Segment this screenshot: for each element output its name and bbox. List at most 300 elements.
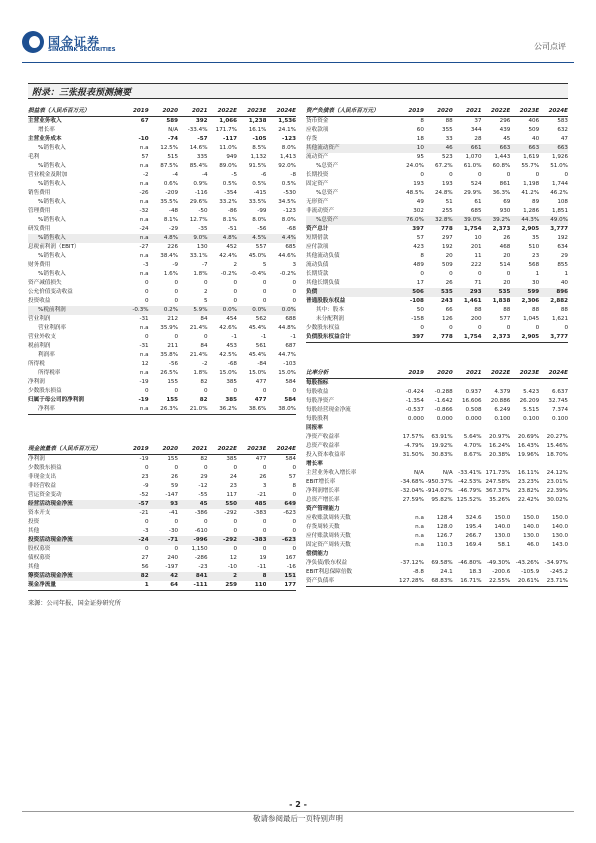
cell-value: 8.0% (252, 217, 267, 223)
cell-value: 535 (424, 288, 453, 297)
cell-value: -123 (282, 136, 296, 142)
cell-value: 88 (445, 118, 453, 124)
cell-value: 584 (285, 456, 296, 462)
cell-value: 26.209 (519, 398, 540, 404)
year-header: 2023E (510, 107, 539, 117)
table-row (306, 469, 568, 478)
cell-value: -415 (253, 190, 267, 196)
cell-value: 468 (499, 244, 511, 250)
row-label: 主营业务收入 (28, 118, 62, 124)
table-row (28, 369, 296, 378)
cell-value: -43.26% (515, 560, 540, 566)
cell-value: 27 (141, 555, 149, 561)
cell-value: -3 (143, 528, 149, 534)
table-row (306, 496, 568, 505)
cell-value (510, 460, 539, 469)
table-row (306, 505, 568, 514)
table-row (306, 559, 568, 568)
cell-value: -0.4% (250, 271, 267, 277)
cell-value: 0.508 (465, 407, 482, 413)
table-row (306, 198, 568, 207)
row-label: 净利率 (28, 405, 119, 415)
row-label: 现金净流量 (28, 581, 119, 591)
cell-value: 452 (226, 244, 237, 250)
row-label: 资产总计 (306, 226, 329, 232)
cell-value: -9 (172, 262, 179, 268)
cell-value: 397 (412, 226, 424, 232)
cell-value: 599 (510, 288, 539, 297)
cell-value: -19 (139, 456, 149, 462)
cell-value: 130.0 (523, 533, 540, 539)
cell-value: 649 (266, 500, 296, 509)
cell-value: 509 (442, 262, 453, 268)
cell-value: 44.3% (510, 216, 539, 225)
cell-value: 47 (560, 136, 568, 142)
cell-value: 392 (195, 118, 208, 124)
cell-value: 243 (441, 298, 453, 304)
balance-sheet-table (306, 107, 568, 343)
cell-value (453, 505, 482, 514)
cell-value: 509 (528, 127, 540, 133)
cell-value: -383 (237, 536, 266, 545)
cell-value: 2,306 (521, 298, 540, 304)
cell-value: 385 (226, 379, 237, 385)
cell-value: 212 (167, 316, 179, 322)
cell-value: 661 (453, 144, 482, 153)
cell-value: 583 (557, 118, 568, 124)
cell-value: 26.5% (160, 370, 179, 376)
cell-value: 0.5% (222, 181, 237, 187)
cell-value: 24.8% (434, 190, 453, 196)
cell-value: -48 (168, 208, 179, 214)
year-header: 2024E (266, 445, 296, 455)
table-row (28, 171, 296, 180)
cell-value: 38.0% (266, 405, 296, 415)
cell-value: -914.07% (425, 488, 453, 494)
cell-value: n.a (415, 524, 424, 530)
cell-value: 0.937 (465, 389, 482, 395)
row-label: 营业利润 (28, 316, 51, 322)
cell-value: 0 (420, 172, 424, 178)
cell-value: 0 (564, 172, 568, 178)
cell-value: 11.0% (219, 145, 237, 151)
cell-value: 2 (233, 262, 237, 268)
row-label: 无形资产 (306, 199, 329, 205)
cell-value: 1,150 (191, 546, 208, 552)
cell-value: 193 (442, 181, 453, 187)
row-label: 其他流动负债 (306, 253, 340, 259)
row-label: 固定资产 (306, 181, 329, 187)
cell-value: 143.0 (551, 542, 568, 548)
table-row (306, 415, 568, 424)
page-number: - 2 - (289, 800, 307, 809)
cell-value: 0.0% (266, 306, 296, 315)
cell-value (510, 505, 539, 514)
table-row (28, 279, 296, 288)
cell-value: 12 (141, 361, 149, 367)
year-header: 2021 (453, 369, 482, 379)
cell-value: 19.92% (431, 443, 453, 449)
cell-value: -610 (194, 528, 208, 534)
cell-value: 20.97% (489, 434, 511, 440)
year-header: 2019 (395, 107, 424, 117)
cell-value: 57 (141, 154, 149, 160)
cell-value: 0 (233, 528, 237, 534)
cell-value: 33.2% (219, 199, 237, 205)
cell-value (395, 460, 424, 469)
cell-value: 8 (237, 572, 266, 581)
cell-value: 20 (445, 253, 453, 259)
cell-value: 1,621 (551, 316, 568, 322)
cell-value (424, 460, 453, 469)
cell-value: 33.5% (248, 199, 267, 205)
cell-value: 46.2% (550, 190, 568, 196)
cell-value (539, 505, 568, 514)
cell-value: -19 (139, 379, 149, 385)
cell-value: 0 (174, 519, 179, 525)
row-label: 营业外收支 (28, 334, 56, 340)
row-label: 投资活动现金净流 (28, 536, 119, 545)
cell-value: 128.0 (436, 524, 453, 530)
table-row (28, 378, 296, 387)
row-label: 资产减值损失 (28, 280, 62, 286)
cell-value: 423 (413, 244, 424, 250)
cell-value: n.a (139, 217, 149, 223)
cell-value: 42.4% (219, 253, 237, 259)
row-label: 投入资本收益率 (306, 452, 346, 458)
cell-value: 17.57% (402, 434, 424, 440)
cell-value: 0 (262, 519, 267, 525)
cell-value: 8.0% (281, 145, 296, 151)
cell-value: 8.5% (252, 145, 267, 151)
cell-value: -0.2% (220, 271, 237, 277)
cell-value: 1.6% (163, 271, 179, 277)
table-title: 损益表（人民币百万元） (28, 107, 119, 117)
cell-value: 33.1% (189, 253, 208, 259)
cell-value: 489 (413, 262, 424, 268)
cell-value: 21.4% (189, 325, 208, 331)
cell-value: n.a (415, 542, 424, 548)
cell-value: 64 (149, 581, 178, 591)
cell-value: 577 (499, 316, 511, 322)
cell-value: 5.9% (178, 306, 207, 315)
cell-value: -530 (283, 190, 296, 196)
cell-value: 45.4% (248, 325, 267, 331)
row-label: 非经营收益 (28, 483, 56, 489)
row-label: 经营活动现金净流 (28, 500, 119, 509)
cell-value: -123 (283, 208, 296, 214)
cell-value (482, 379, 511, 389)
cell-value: 20.886 (490, 398, 511, 404)
cell-value (453, 424, 482, 433)
row-label: 其他长期负债 (306, 280, 340, 286)
row-label: %总资产 (316, 163, 339, 169)
cell-value: 4.379 (494, 389, 511, 395)
row-label: 营业利润率 (38, 325, 66, 331)
table-row (28, 117, 296, 127)
table-row (28, 554, 296, 563)
cell-value: 1,744 (551, 181, 568, 187)
cell-value: 61 (474, 199, 482, 205)
row-label: %销售收入 (38, 163, 66, 169)
table-row (28, 297, 296, 306)
cell-value: -30 (168, 528, 179, 534)
year-header: 2019 (395, 369, 424, 379)
cell-value: 259 (208, 581, 237, 591)
cell-value: 19.96% (517, 452, 540, 458)
year-header: 2021 (453, 107, 482, 117)
cell-value: -11 (257, 564, 267, 570)
cell-value: -51 (227, 226, 237, 232)
cell-value: 5.515 (523, 407, 540, 413)
cell-value: 335 (196, 154, 208, 160)
cell-value: 110 (237, 581, 266, 591)
cell-value: 685 (285, 244, 296, 250)
cell-value: 855 (557, 262, 568, 268)
cell-value: n.a (139, 325, 149, 331)
cell-value: 0 (174, 298, 179, 304)
cell-value: 0 (203, 465, 208, 471)
cell-value: 0 (292, 280, 296, 286)
cell-value: 82 (200, 379, 208, 385)
table-row (306, 279, 568, 288)
table-row (28, 225, 296, 234)
cell-value: 8.1% (222, 217, 237, 223)
table-row (28, 455, 296, 465)
cell-value: 0 (233, 289, 237, 295)
cell-value: -354 (224, 190, 237, 196)
cell-value: 192 (442, 244, 453, 250)
cell-value: N/A (442, 470, 453, 476)
cell-value: 16.43% (517, 443, 540, 449)
cell-value: 4.4% (266, 234, 296, 243)
cell-value: 38.4% (160, 253, 179, 259)
cell-value: 0 (145, 289, 149, 295)
cell-value: 14.6% (189, 145, 208, 151)
table-row (28, 473, 296, 482)
cell-value: 0 (262, 388, 267, 394)
cell-value: 2,373 (482, 333, 511, 343)
cell-value: -46.80% (458, 560, 482, 566)
cell-value: 24.0% (406, 163, 424, 169)
row-label: 主营业务收入增长率 (306, 470, 357, 476)
cell-value: 201 (470, 244, 482, 250)
table-row (306, 171, 568, 180)
cell-value: -57 (197, 136, 208, 142)
cell-value: 406 (528, 118, 540, 124)
cell-value: 1 (119, 581, 148, 591)
cell-value: -32 (139, 208, 149, 214)
cell-value: n.a (119, 405, 148, 415)
row-label: 归属于母公司的净利润 (28, 397, 84, 403)
cell-value: -42.53% (458, 479, 482, 485)
cell-value: -31 (139, 316, 149, 322)
row-label: 应收款项 (306, 127, 329, 133)
table-row (28, 153, 296, 162)
row-label: 总资产增长率 (306, 497, 340, 503)
cell-value: 23 (229, 483, 237, 489)
source-note: 来源：公司年报、国金证券研究所 (28, 600, 121, 607)
cell-value: 0 (477, 325, 482, 331)
table-row (306, 153, 568, 162)
cell-value: 10 (474, 235, 482, 241)
cell-value (510, 379, 539, 389)
cell-value: 169.4 (465, 542, 482, 548)
table-row (28, 500, 296, 509)
footer-divider (22, 811, 574, 812)
cell-value: -8.8 (412, 569, 424, 575)
cell-value: 1 (535, 271, 540, 277)
cell-value: 0 (564, 325, 568, 331)
table-row (28, 198, 296, 207)
cell-value: 33 (445, 136, 453, 142)
cell-value: 515 (167, 154, 179, 160)
cell-value: 1.8% (193, 370, 208, 376)
cell-value: 18 (416, 136, 424, 142)
cell-value: 23 (532, 253, 540, 259)
table-row (28, 536, 296, 545)
cell-value: 49.0% (539, 216, 568, 225)
cell-value: 568 (528, 262, 540, 268)
table-row (306, 207, 568, 216)
cell-value: 89.0% (219, 163, 237, 169)
cell-value: n.a (139, 181, 149, 187)
cell-value: 211 (167, 343, 179, 349)
cell-value: 3 (262, 483, 267, 489)
cell-value: 0 (145, 298, 149, 304)
cell-value: 687 (285, 343, 296, 349)
cell-value: 2,905 (521, 226, 540, 232)
appendix-title: 附录：三张报表预测摘要 (32, 88, 132, 98)
cell-value: 24.1 (440, 569, 453, 575)
cell-value: 35.8% (160, 352, 179, 358)
cell-value (424, 550, 453, 559)
cell-value: 297 (442, 235, 453, 241)
cell-value: 66 (445, 307, 453, 313)
year-header: 2020 (149, 445, 178, 455)
cell-value: 20.27% (546, 434, 568, 440)
cell-value: 57 (416, 235, 424, 241)
table-row (28, 288, 296, 297)
cell-value: 34.5% (278, 199, 296, 205)
cell-value: n.a (139, 253, 149, 259)
cell-value: 0 (506, 172, 511, 178)
row-label: 负债股东权益合计 (306, 333, 395, 343)
cell-value: 3,777 (550, 226, 568, 232)
cell-value: 26 (445, 280, 453, 286)
cell-value: 1,238 (248, 118, 267, 124)
row-label: 少数股东损益 (28, 465, 62, 471)
cell-value: 0 (174, 280, 179, 286)
cell-value: 41.2% (521, 190, 540, 196)
cell-value: 634 (557, 244, 568, 250)
cell-value: 22.39% (546, 488, 568, 494)
table-row (28, 351, 296, 360)
cell-value: -3 (143, 262, 149, 268)
cell-value: 46.0 (526, 542, 540, 548)
year-header: 2024E (539, 369, 568, 379)
cell-value: 949 (226, 154, 237, 160)
table-row (28, 126, 296, 135)
cell-value: -158 (411, 316, 424, 322)
cell-value: 195.4 (465, 524, 482, 530)
cell-value: -35 (198, 226, 208, 232)
cell-value: 16.11% (517, 470, 540, 476)
table-row (306, 406, 568, 415)
cell-value: N/A (414, 470, 424, 476)
table-row (28, 252, 296, 261)
cell-value: 49 (416, 199, 424, 205)
cell-value: 0 (449, 271, 453, 277)
cell-value: 1,838 (492, 298, 511, 304)
cell-value: 861 (499, 181, 511, 187)
cell-value: 1,413 (279, 154, 296, 160)
row-label: 营运资金变动 (28, 492, 62, 498)
table-row (306, 135, 568, 144)
row-label: 财务费用 (28, 262, 51, 268)
cell-value: 296 (499, 118, 511, 124)
row-label: 应付款项 (306, 244, 329, 250)
cell-value: 4.8% (208, 234, 237, 243)
cell-value: 344 (470, 127, 482, 133)
cell-value: 523 (442, 154, 453, 160)
table-row (28, 518, 296, 527)
cell-value: -996 (178, 536, 207, 545)
table-title-row (306, 107, 568, 117)
cell-value: 16.71% (453, 577, 482, 587)
year-header: 2019 (119, 107, 148, 117)
cell-value: 92.0% (278, 163, 296, 169)
cell-value: 0 (292, 388, 296, 394)
table-title: 现金流量表（人民币百万元） (28, 445, 119, 455)
table-row (28, 491, 296, 500)
table-row (306, 117, 568, 127)
cell-value: 0 (420, 271, 424, 277)
cell-value: 88 (532, 307, 540, 313)
cell-value (424, 424, 453, 433)
cell-value: -4 (172, 172, 179, 178)
table-title-row (28, 445, 296, 455)
cell-value: 42.5% (219, 352, 237, 358)
table-title: 资产负债表（人民币百万元） (306, 107, 395, 117)
cell-value: -0.537 (405, 407, 424, 413)
cell-value: -7 (201, 262, 208, 268)
year-header: 2021 (178, 445, 207, 455)
table-row (306, 541, 568, 550)
cell-value: -56 (168, 361, 179, 367)
cell-value: -950.37% (425, 479, 453, 485)
cell-value: 1.8% (193, 271, 208, 277)
cell-value: -19 (138, 397, 149, 403)
cell-value: -4.79% (404, 443, 424, 449)
cell-value: 32.8% (424, 216, 453, 225)
cell-value: 15.46% (546, 443, 568, 449)
income-statement-table (28, 107, 296, 415)
cell-value: 355 (442, 127, 453, 133)
cell-value: 1,851 (551, 208, 568, 214)
cell-value: 266.7 (465, 533, 482, 539)
row-label: 负债 (306, 288, 395, 297)
table-row (28, 207, 296, 216)
cell-value: 0 (292, 298, 296, 304)
cell-value: 17 (416, 280, 424, 286)
cell-value: 0 (233, 519, 237, 525)
cell-value: -292 (208, 536, 237, 545)
cell-value: 1,754 (453, 333, 482, 343)
cell-value: -108 (409, 298, 424, 304)
cell-value: 247.58% (485, 479, 511, 485)
table-row (28, 581, 296, 591)
